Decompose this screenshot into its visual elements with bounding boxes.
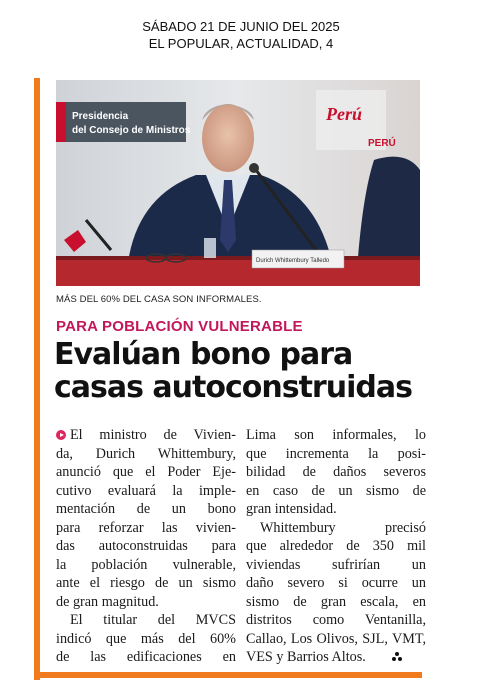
body-line: anunció que el Poder Eje- <box>56 464 236 480</box>
body-line: sismo de gran escala, en <box>246 593 426 610</box>
triangle-dots-icon <box>392 652 402 661</box>
body-line: El ministro de Vivien- <box>56 426 236 445</box>
body-line: de gran magnitud. <box>56 593 159 610</box>
body-line: bilidad de daños severos <box>246 464 426 480</box>
body-line: mentación de un bono <box>56 501 236 517</box>
body-line: la población vulnerable, <box>56 556 236 573</box>
banner-line1: Presidencia <box>72 111 129 122</box>
body-line: distritos como Ventanilla, <box>246 612 426 628</box>
body-line: viviendas sufrirían un <box>246 556 426 573</box>
body-line: da, Durich Whittembury, <box>56 445 236 462</box>
accent-bar <box>34 78 40 680</box>
banner-line2: del Consejo de Ministros <box>72 125 191 136</box>
body-line: Lima son informales, lo <box>246 427 426 443</box>
photo-caption: MÁS DEL 60% DEL CASA SON INFORMALES. <box>56 294 262 305</box>
body-line: ante el riesgo de un sismo <box>56 575 236 591</box>
body-line: daño severo si ocurre un <box>246 575 426 591</box>
bottom-accent-bar <box>34 672 422 678</box>
headline-line1: Evalúan bono para <box>54 337 353 372</box>
logo-text: PERÚ <box>368 138 396 149</box>
kicker: PARA POBLACIÓN VULNERABLE <box>56 318 303 335</box>
body-line: das autoconstruidas para <box>56 538 236 554</box>
body-line: en caso de un sismo de <box>246 482 426 499</box>
body-line: cutivo evaluará la imple- <box>56 482 236 499</box>
body-line: Whittembury precisó <box>260 519 426 536</box>
body-line: VES y Barrios Altos. <box>246 648 426 667</box>
header-date: SÁBADO 21 DE JUNIO DEL 2025 <box>142 19 340 34</box>
body-line: El titular del MVCS <box>70 612 236 628</box>
body-column-right <box>246 426 426 667</box>
body-column-left <box>56 426 236 667</box>
page-header <box>0 18 482 52</box>
play-circle-icon <box>56 430 66 440</box>
body-line: que alrededor de 350 mil <box>246 538 426 554</box>
body-line: de las edificaciones en <box>56 649 236 665</box>
headline <box>54 338 424 404</box>
body-line: indicó que más del 60% <box>56 630 236 647</box>
body-line: Callao, Los Olivos, SJL, VMT, <box>246 630 426 647</box>
body-line: gran intensidad. <box>246 501 337 517</box>
header-source: EL POPULAR, ACTUALIDAD, 4 <box>148 36 334 51</box>
nameplate-text: Durich Whittembury Talledo <box>256 258 330 264</box>
body-line: para reforzar las vivien- <box>56 519 236 536</box>
body-line: que incrementa la posi- <box>246 445 426 462</box>
svg-text:Perú: Perú <box>326 104 362 124</box>
headline-line2: casas autoconstruidas <box>54 370 412 405</box>
article-photo <box>56 80 420 286</box>
